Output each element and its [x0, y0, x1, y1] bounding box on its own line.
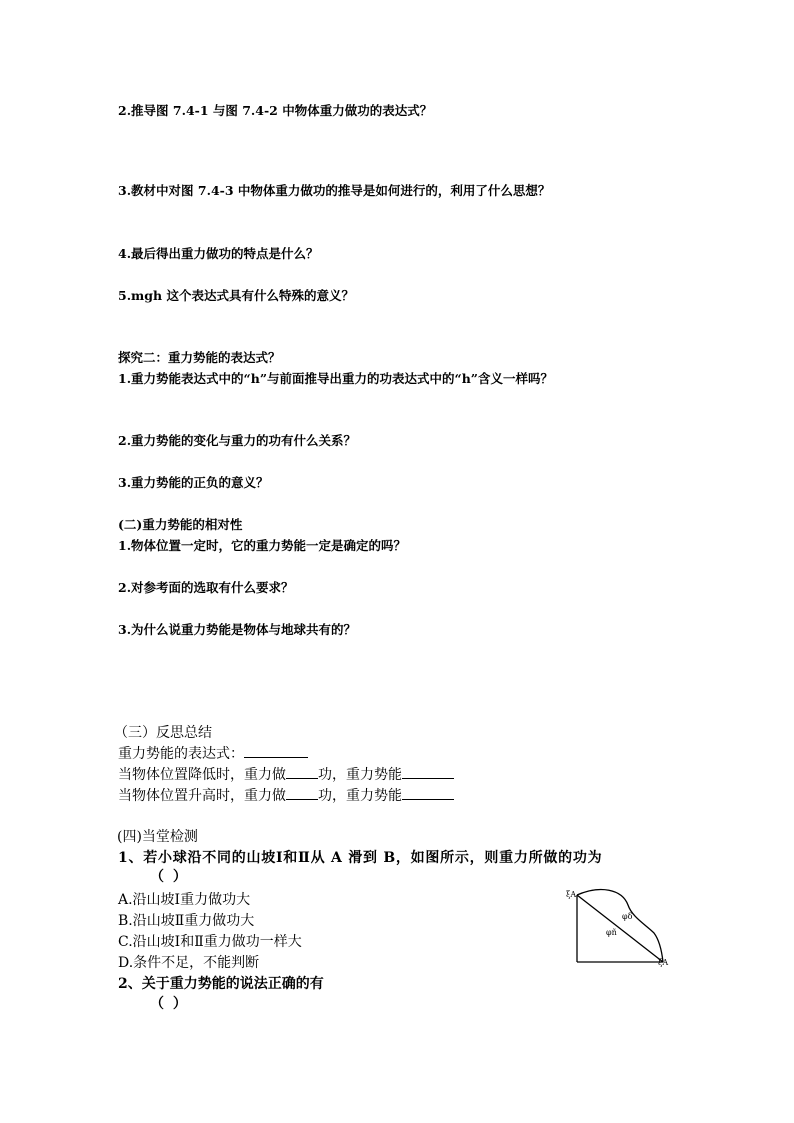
question-3: 3.教材中对图 7.4-3 中物体重力做功的推导是如何进行的，利用了什么思想？ [118, 183, 551, 198]
question-2: 2.推导图 7.4-1 与图 7.4-2 中物体重力做功的表达式？ [118, 103, 433, 118]
relativity-question-3: 3.为什么说重力势能是物体与地球共有的？ [118, 622, 357, 637]
raise-energy-blank[interactable] [402, 786, 454, 800]
option-d: D.条件不足，不能判断 [118, 955, 260, 971]
check-question-1-stem: 1、若小球沿不同的山坡Ⅰ和Ⅱ从 A 滑到 B，如图所示，则重力所做的功为 [118, 850, 603, 866]
summary-lower-text-b: 功，重力势能 [318, 767, 402, 783]
label-point-a: ξA [566, 890, 577, 899]
summary-raise-text-b: 功，重力势能 [318, 788, 402, 804]
summary-lower [118, 764, 454, 784]
question-5: 5.mgh 这个表达式具有什么特殊的意义？ [118, 288, 354, 303]
expression-blank[interactable] [244, 744, 308, 758]
option-a: A.沿山坡Ⅰ重力做功大 [118, 892, 251, 908]
slope-i-straight [577, 895, 663, 962]
summary-heading: （三）反思总结 [114, 725, 212, 741]
raise-work-blank[interactable] [286, 786, 318, 800]
explore2-question-2: 2.重力势能的变化与重力的功有什么关系？ [118, 433, 357, 448]
option-c: C.沿山坡Ⅰ和Ⅱ重力做功一样大 [118, 934, 302, 950]
check-question-1-paren[interactable]: （ ） [150, 869, 189, 885]
summary-lower-text-a: 当物体位置降低时，重力做 [118, 767, 286, 783]
label-slope-ii: φδ [622, 912, 633, 921]
explore2-heading: 探究二：重力势能的表达式？ [118, 350, 281, 365]
lower-work-blank[interactable] [286, 765, 318, 779]
explore2-question-3: 3.重力势能的正负的意义？ [118, 475, 269, 490]
slope-figure [560, 883, 680, 968]
label-point-b: ξA [658, 958, 669, 967]
question-4: 4.最后得出重力做功的特点是什么？ [118, 246, 319, 261]
relativity-heading: (二)重力势能的相对性 [118, 517, 243, 532]
option-b: B.沿山坡Ⅱ重力做功大 [118, 913, 255, 929]
explore2-question-1: 1.重力势能表达式中的“h”与前面推导出重力的功表达式中的“h”含义一样吗？ [118, 371, 553, 386]
relativity-question-2: 2.对参考面的选取有什么要求？ [118, 580, 294, 595]
relativity-question-1: 1.物体位置一定时，它的重力势能一定是确定的吗？ [118, 538, 407, 553]
summary-expression-label: 重力势能的表达式： [118, 746, 244, 762]
summary-raise-text-a: 当物体位置升高时，重力做 [118, 788, 286, 804]
summary-raise [118, 785, 454, 805]
check-question-2-paren[interactable]: （ ） [150, 996, 189, 1012]
check-heading: (四)当堂检测 [117, 829, 198, 845]
label-slope-i: φñ [606, 928, 617, 937]
check-question-2-stem: 2、关于重力势能的说法正确的有 [118, 976, 324, 992]
summary-expression [118, 743, 308, 763]
lower-energy-blank[interactable] [402, 765, 454, 779]
